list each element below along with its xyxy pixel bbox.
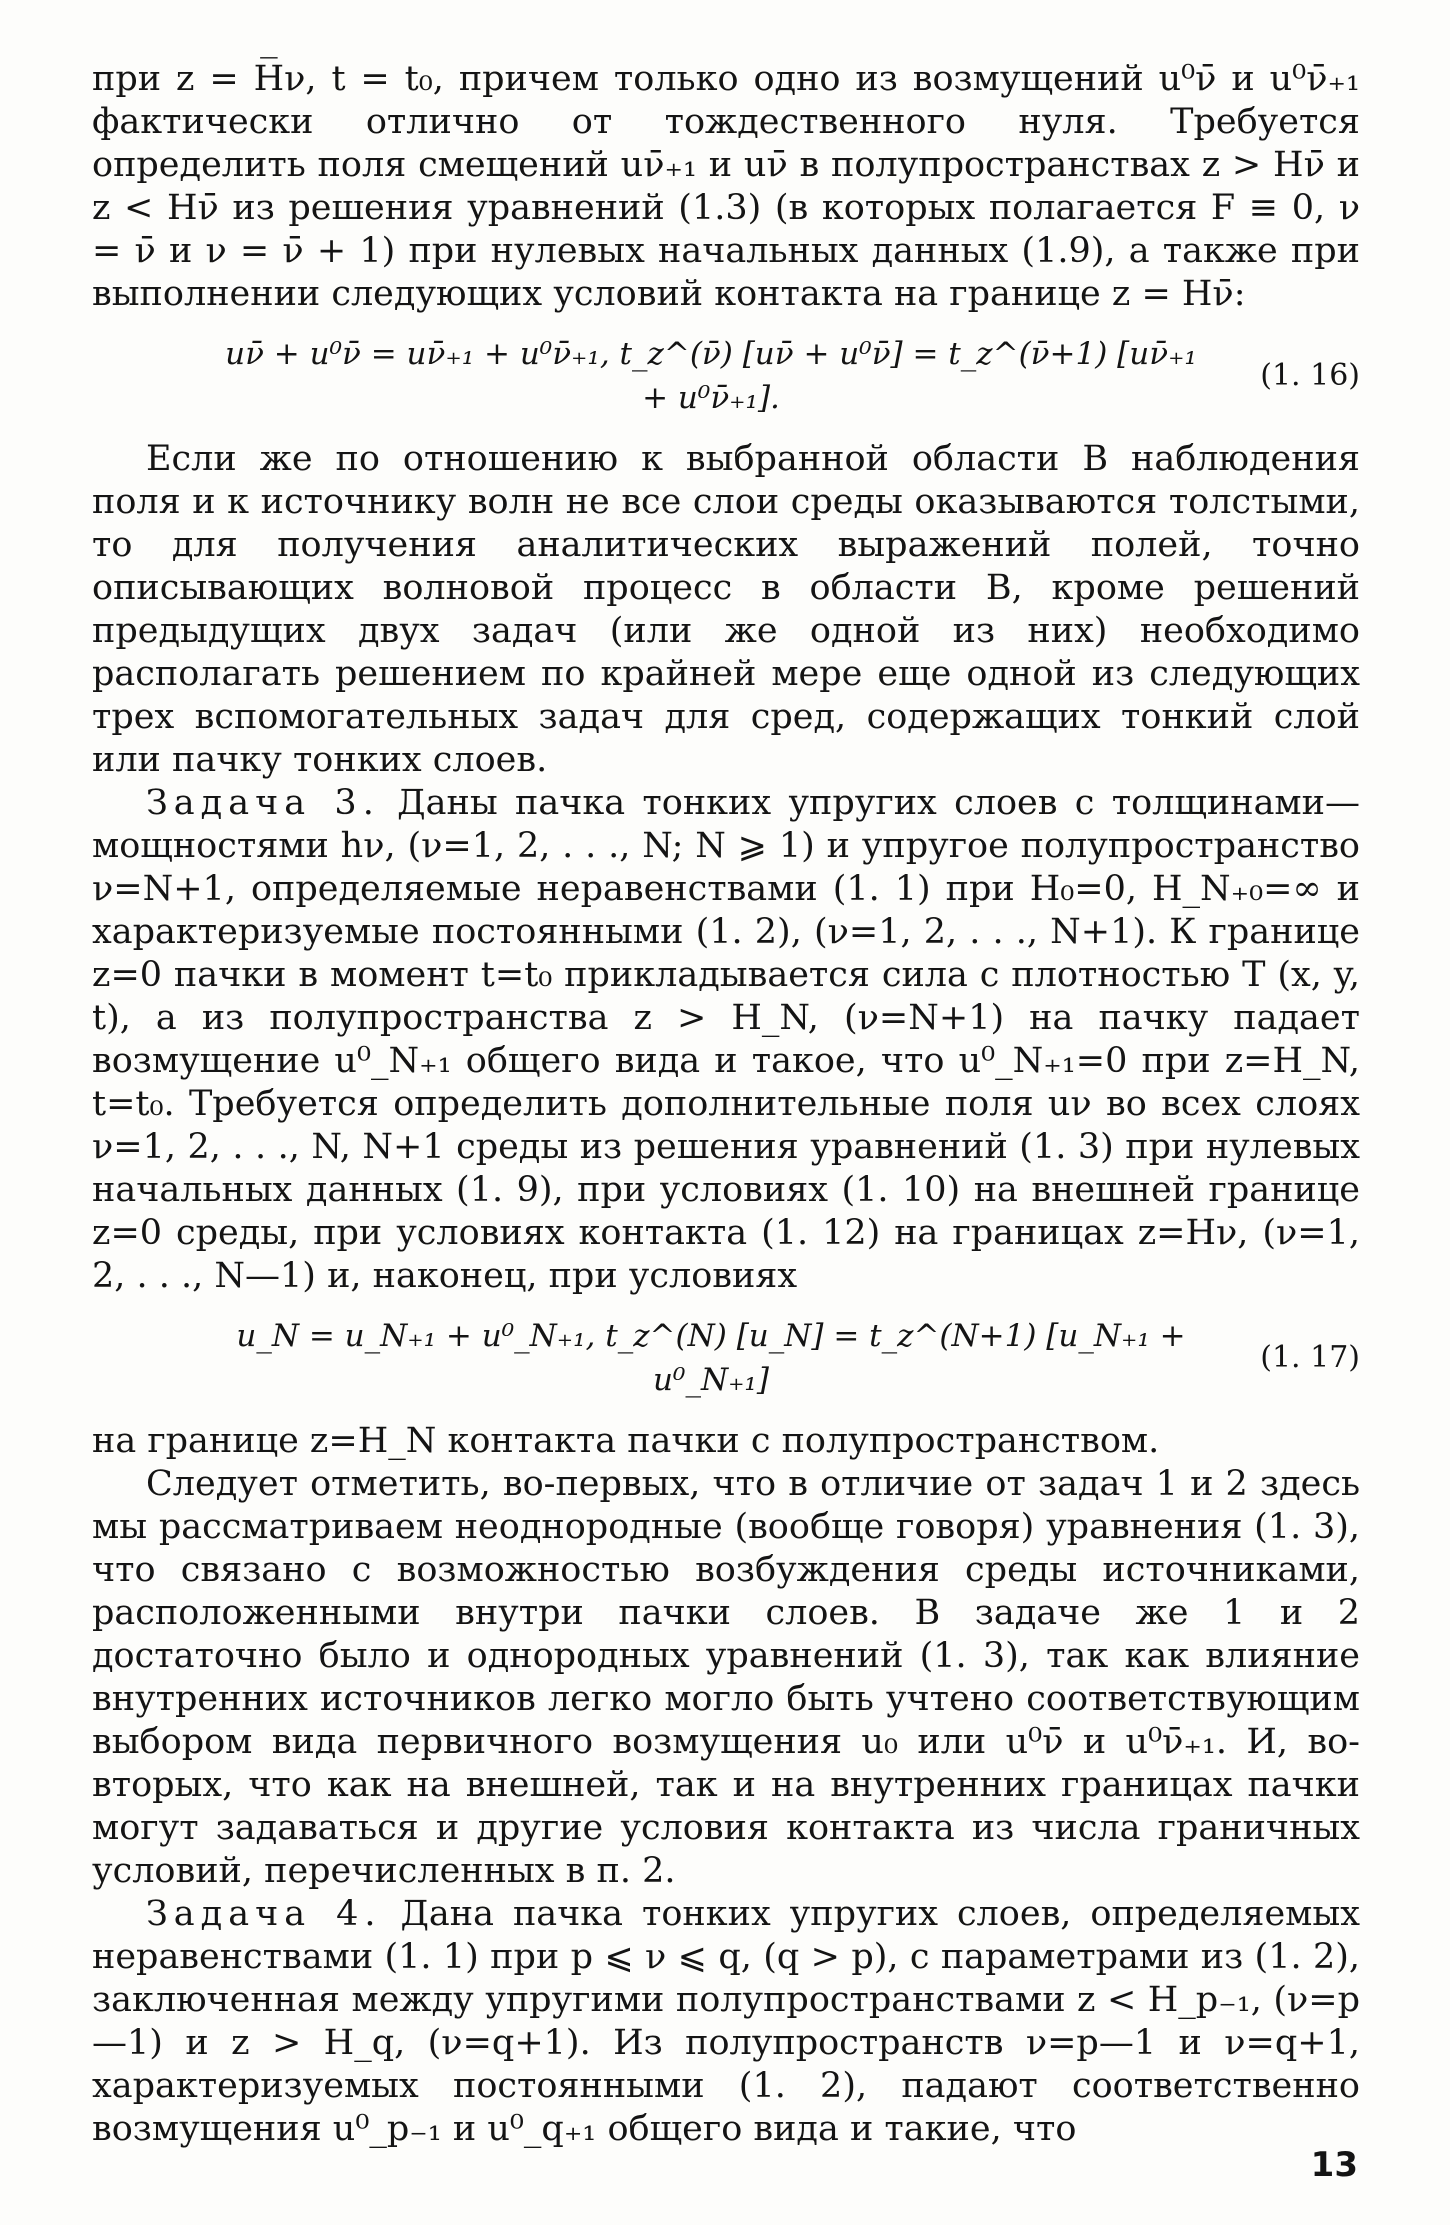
paragraph-continuation: при z = H̅ν, t = t₀, причем только одно из возмущений u⁰ν̄ и u⁰ν̄₊₁ фактически отлично от тождественного нуля. Требуется определить поля смещений uν̄₊₁ и uν̄ в полупространствах z > Hν̄ и z < Hν̄ из решения уравнений (1.3) (в которых полагается F ≡ 0, ν = ν̄ и ν = ν̄ + 1) при нулевых начальных данных (1.9), а также при выполнении следующих условий контакта на границе z = Hν̄: (92, 59, 1360, 314)
formula-expression: u_N = u_N₊₁ + u⁰_N₊₁, t_z^(N) [u_N] = t_z^(N+1) [u_N₊₁ + u⁰_N₊₁] (236, 1318, 1186, 1398)
formula-expression: uν̄ + u⁰ν̄ = uν̄₊₁ + u⁰ν̄₊₁, t_z^(ν̄) [uν̄ + u⁰ν̄] = t_z^(ν̄+1) [uν̄₊₁ + u⁰ν̄₊₁]. (225, 336, 1197, 416)
formula-1-17 (92, 1314, 1360, 1402)
paragraph-thin-layers: Если же по отношению к выбранной области B наблюдения поля и к источнику волн не все слои среды оказываются толстыми, то для получения аналитических выражений полей, точно описывающих волновой процесс в области B, кроме решений предыдущих двух задач (или же одной из них) необходимо располагать решением по крайней мере еще одной из следующих трех вспомогательных задач для сред, содержащих тонкий слой или пачку тонких слоев. (92, 439, 1360, 780)
problem-3-label: Задача 3. (146, 783, 380, 823)
formula-number: (1. 16) (1260, 358, 1360, 393)
page-text (92, 58, 1360, 2151)
formula-1-16 (92, 332, 1360, 420)
formula-number: (1. 17) (1260, 1340, 1360, 1375)
page-number: 13 (1310, 2145, 1358, 2185)
problem-4-text: Дана пачка тонких упругих слоев, определяемых неравенствами (1. 1) при p ⩽ ν ⩽ q, (q > p), с параметрами из (1. 2), заключенная между упругими полупространствами z < H_p₋₁, (ν=p—1) и z > H_q, (ν=q+1). Из полупространств ν=p—1 и ν=q+1, характеризуемых постоянными (1. 2), падают соответственно возмущения u⁰_p₋₁ и u⁰_q₊₁ общего вида и такие, что (92, 1894, 1360, 2149)
paragraph-boundary: на границе z=H_N контакта пачки с полупространством. (92, 1421, 1160, 1461)
problem-3-text: Даны пачка тонких упругих слоев с толщинами—мощностями hν, (ν=1, 2, . . ., N; N ⩾ 1) и упругое полупространство ν=N+1, определяемые неравенствами (1. 1) при H₀=0, H_N₊₀=∞ и характеризуемые постоянными (1. 2), (ν=1, 2, . . ., N+1). К границе z=0 пачки в момент t=t₀ прикладывается сила с плотностью T (x, y, t), а из полупространства z > H_N, (ν=N+1) на пачку падает возмущение u⁰_N₊₁ общего вида и такое, что u⁰_N₊₁=0 при z=H_N, t=t₀. Требуется определить дополнительные поля uν во всех слоях ν=1, 2, . . ., N, N+1 среды из решения уравнений (1. 3) при нулевых начальных данных (1. 9), при условиях (1. 10) на внешней границе z=0 среды, при условиях контакта (1. 12) на границах z=Hν, (ν=1, 2, . . ., N—1) и, наконец, при условиях (92, 783, 1360, 1296)
paragraph-remarks: Следует отметить, во-первых, что в отличие от задач 1 и 2 здесь мы рассматриваем неоднородные (вообще говоря) уравнения (1. 3), что связано с возможностью возбуждения среды источниками, расположенными внутри пачки слоев. В задаче же 1 и 2 достаточно было и однородных уравнений (1. 3), так как влияние внутренних источников легко могло быть учтено соответствующим выбором вида первичного возмущения u₀ или u⁰ν̄ и u⁰ν̄₊₁. И, во-вторых, что как на внешней, так и на внутренних границах пачки могут задаваться и другие условия контакта из числа граничных условий, перечисленных в п. 2. (92, 1464, 1360, 1891)
problem-4-label: Задача 4. (146, 1894, 382, 1934)
paragraph-problem-4 (92, 1893, 1360, 2151)
paragraph-problem-3 (92, 782, 1360, 1298)
